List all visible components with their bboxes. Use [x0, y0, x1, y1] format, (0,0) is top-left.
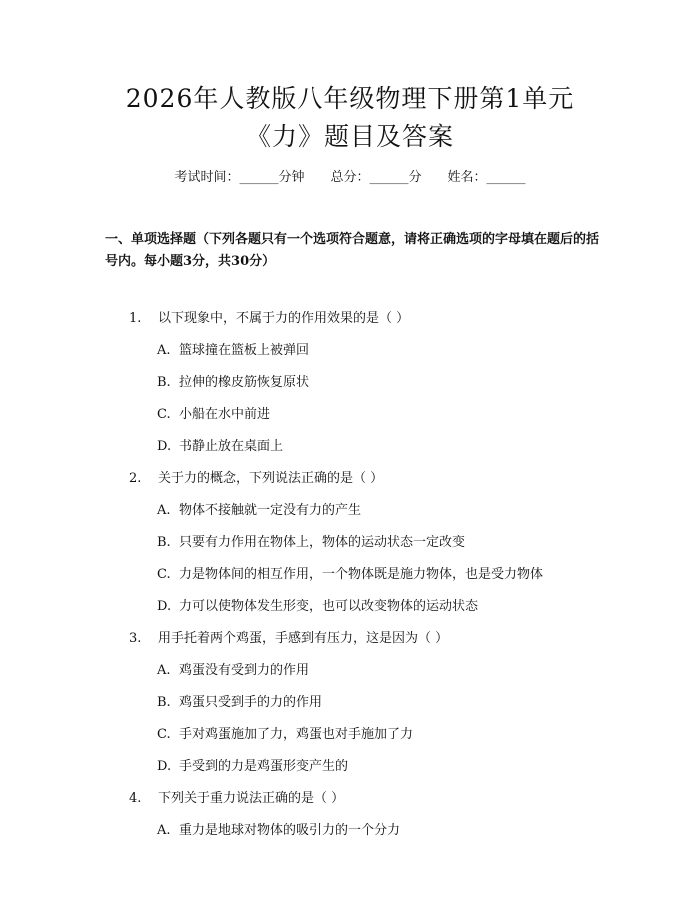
option-text: 手对鸡蛋施加了力，鸡蛋也对手施加了力 [179, 727, 414, 742]
question-2-option-a [157, 502, 361, 520]
option-text: 小船在水中前进 [179, 407, 271, 422]
option-text: 篮球撞在篮板上被弹回 [179, 343, 310, 358]
option-text: 物体不接触就一定没有力的产生 [179, 503, 362, 518]
question-1-option-b [157, 374, 309, 392]
document-title [0, 82, 700, 154]
question-1 [129, 310, 409, 328]
option-letter: B. [157, 375, 171, 390]
question-3-option-b [157, 694, 322, 712]
option-text: 力是物体间的相互作用，一个物体既是施力物体，也是受力物体 [179, 567, 544, 582]
question-text: 用手托着两个鸡蛋，手感到有压力，这是因为（ ） [158, 631, 449, 646]
question-1-option-c [157, 406, 270, 424]
option-text: 鸡蛋只受到手的力的作用 [179, 695, 323, 710]
section-heading: 一、单项选择题（下列各题只有一个选项符合题意，请将正确选项的字母填在题后的括号内。每小题3分，共30分） [105, 232, 600, 269]
option-text: 重力是地球对物体的吸引力的一个分力 [179, 823, 401, 838]
option-text: 力可以使物体发生形变，也可以改变物体的运动状态 [179, 599, 479, 614]
question-3-option-a [157, 662, 309, 680]
question-number: 3. [129, 631, 142, 646]
option-letter: D. [157, 439, 172, 454]
option-letter: A. [157, 823, 171, 838]
question-2 [129, 470, 383, 488]
question-2-option-b [157, 534, 465, 552]
question-2-option-c [157, 566, 543, 584]
option-letter: C. [157, 407, 171, 422]
option-text: 书静止放在桌面上 [179, 439, 284, 454]
exam-time-field: 考试时间：______分钟 [174, 170, 305, 185]
option-text: 鸡蛋没有受到力的作用 [179, 663, 310, 678]
question-2-option-d [157, 598, 478, 616]
question-3 [129, 630, 448, 648]
option-letter: C. [157, 727, 171, 742]
exam-name-field: 姓名：______ [447, 170, 526, 185]
question-1-option-d [157, 438, 283, 456]
option-text: 手受到的力是鸡蛋形变产生的 [179, 759, 349, 774]
question-number: 2. [129, 471, 142, 486]
exam-info [0, 168, 700, 188]
question-1-option-a [157, 342, 309, 360]
option-letter: C. [157, 567, 171, 582]
question-4-option-a [157, 822, 400, 840]
question-text: 以下现象中，不属于力的作用效果的是（ ） [158, 311, 410, 326]
question-text: 下列关于重力说法正确的是（ ） [158, 791, 345, 806]
option-letter: B. [157, 535, 171, 550]
question-number: 4. [129, 791, 142, 806]
title-line-1: 2026年人教版八年级物理下册第1单元 [125, 84, 575, 113]
option-letter: A. [157, 343, 171, 358]
option-letter: B. [157, 695, 171, 710]
exam-score-field: 总分：______分 [330, 170, 422, 185]
question-3-option-c [157, 726, 413, 744]
question-number: 1. [129, 311, 142, 326]
option-text: 拉伸的橡皮筋恢复原状 [179, 375, 310, 390]
option-text: 只要有力作用在物体上，物体的运动状态一定改变 [179, 535, 466, 550]
title-line-2: 《力》题目及答案 [245, 122, 454, 151]
option-letter: D. [157, 599, 172, 614]
question-4 [129, 790, 344, 808]
question-3-option-d [157, 758, 348, 776]
question-text: 关于力的概念，下列说法正确的是（ ） [158, 471, 384, 486]
option-letter: A. [157, 663, 171, 678]
option-letter: D. [157, 759, 172, 774]
option-letter: A. [157, 503, 171, 518]
